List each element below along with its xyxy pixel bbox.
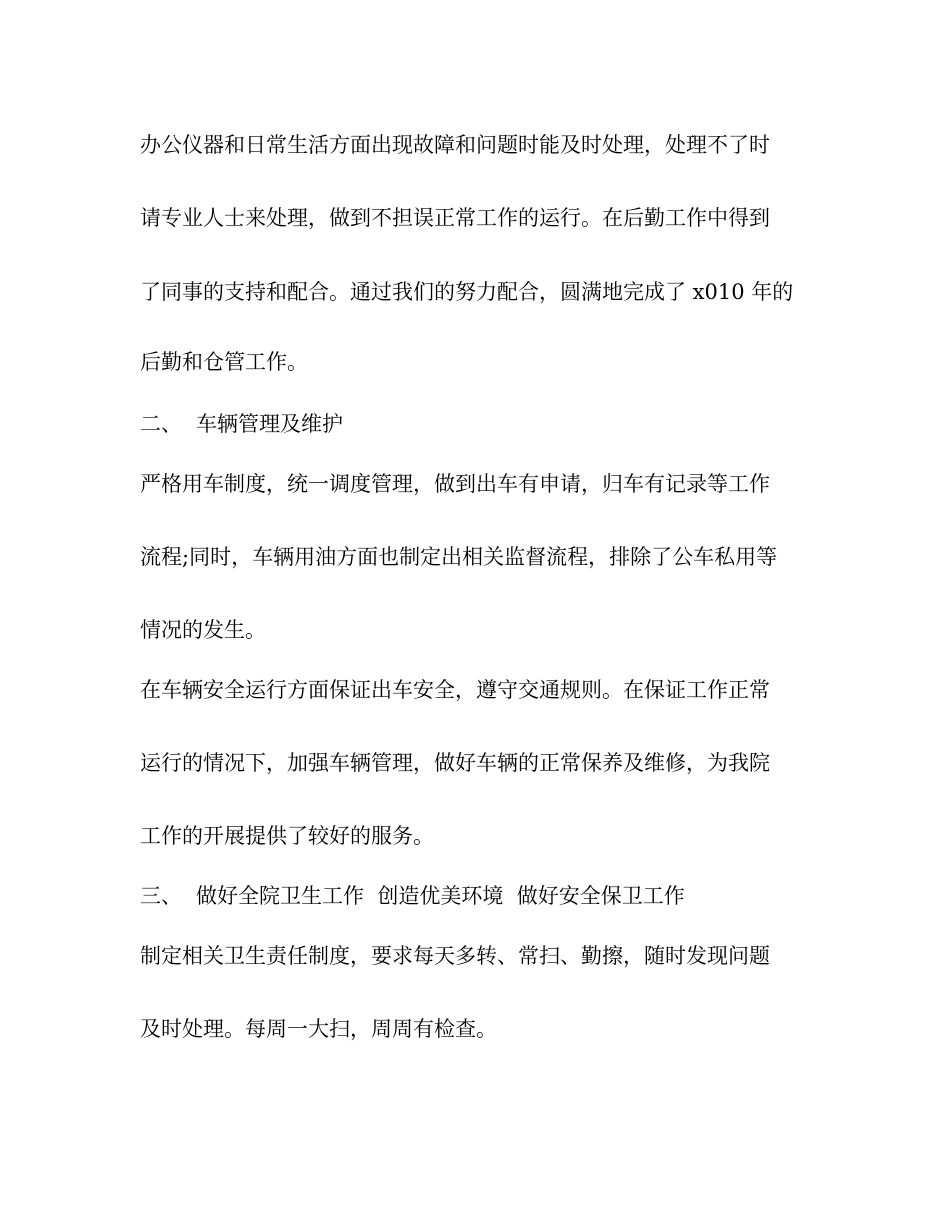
section-number: 二、 bbox=[140, 412, 182, 436]
section-heading-sanitation bbox=[140, 882, 840, 910]
paragraph-line: 工作的开展提供了较好的服务。 bbox=[140, 824, 434, 848]
section-title: 做好全院卫生工作 创造优美环境 做好安全保卫工作 bbox=[196, 884, 685, 908]
section-heading-vehicle bbox=[140, 410, 840, 438]
paragraph-line: 在车辆安全运行方面保证出车安全，遵守交通规则。在保证工作正常 bbox=[140, 678, 770, 702]
paragraph-line: 情况的发生。 bbox=[140, 618, 266, 642]
paragraph-line: 制定相关卫生责任制度，要求每天多转、常扫、勤擦，随时发现问题 bbox=[140, 944, 770, 968]
paragraph-line: 严格用车制度，统一调度管理，做到出车有申请，归车有记录等工作 bbox=[140, 472, 770, 496]
paragraph-line: 办公仪器和日常生活方面出现故障和问题时能及时处理，处理不了时 bbox=[140, 133, 770, 157]
paragraph-line: 及时处理。每周一大扫，周周有检查。 bbox=[140, 1017, 497, 1041]
paragraph-line: 后勤和仓管工作。 bbox=[140, 350, 308, 374]
section-title: 车辆管理及维护 bbox=[196, 412, 343, 436]
paragraph-line: 请专业人士来处理，做到不担误正常工作的运行。在后勤工作中得到 bbox=[140, 206, 770, 230]
paragraph-line: 了同事的支持和配合。通过我们的努力配合，圆满地完成了 x010 年的 bbox=[140, 280, 794, 304]
paragraph-line: 运行的情况下，加强车辆管理，做好车辆的正常保养及维修，为我院 bbox=[140, 751, 770, 775]
paragraph-line: 流程;同时，车辆用油方面也制定出相关监督流程，排除了公车私用等 bbox=[140, 545, 778, 569]
section-number: 三、 bbox=[140, 884, 182, 908]
